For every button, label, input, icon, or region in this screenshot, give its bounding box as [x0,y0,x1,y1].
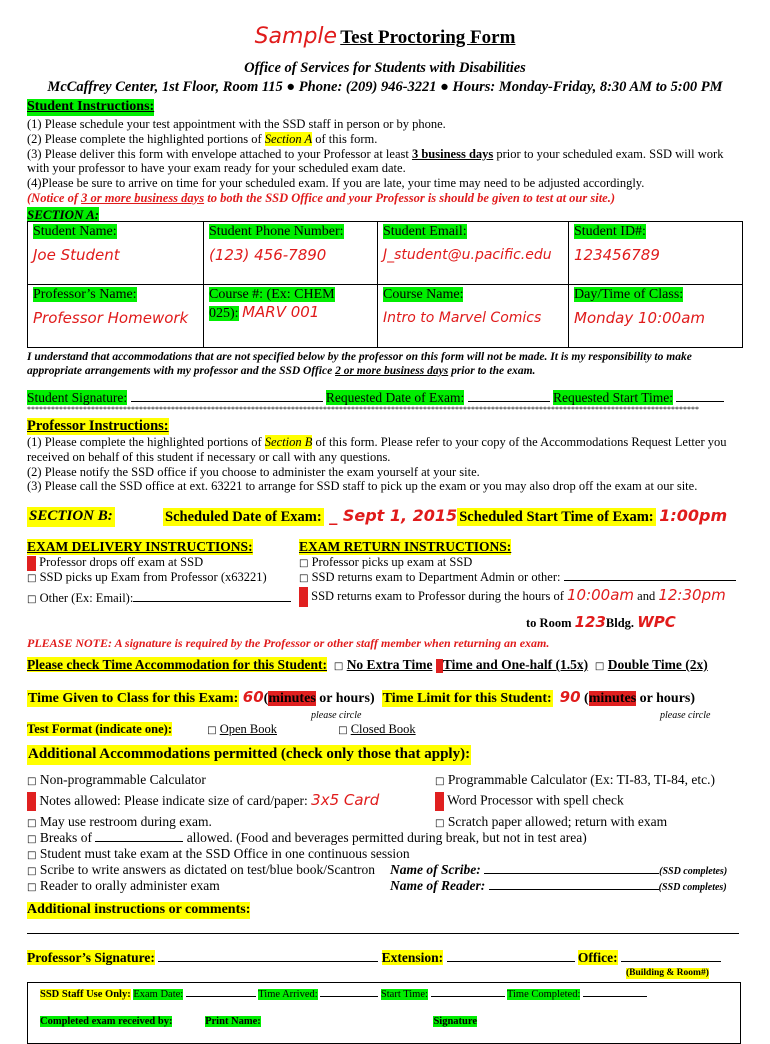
additional-heading: Additional Accommodations permitted (check only those that apply): [27,745,471,765]
student-signature-line[interactable] [131,401,323,402]
prof-instruction-2: (2) Please notify the SSD office if you choose to administer the exam yourself at your site. [27,464,480,479]
scribe-name[interactable]: Name of Scribe: (SSD completes) [390,862,728,877]
divider-stars: ************************************************************************************************************************************************************************ [27,405,699,414]
return-room: to Room 123Bldg. WPC [526,613,676,631]
accom-7[interactable]: □ Breaks of allowed. (Food and beverages permitted during break, but not in test area) [27,830,587,845]
delivery-option-2[interactable]: □ SSD picks up Exam from Professor (x63221) [27,570,267,584]
accom-1[interactable]: □ Non-programmable Calculator [27,772,206,787]
please-note: PLEASE NOTE: A signature is required by the Professor or other staff member when returning an exam. [27,636,550,650]
return-option-2[interactable]: □ SSD returns exam to Department Admin or other: [299,570,736,585]
accom-3[interactable]: Notes allowed: Please indicate size of card/paper: 3x5 Card [27,792,379,811]
return-option-1[interactable]: □ Professor picks up exam at SSD [299,555,473,569]
phone-cell[interactable]: Student Phone Number: (123) 456-7890 [204,222,378,285]
accom-10[interactable]: □ Reader to orally administer exam [27,878,220,893]
requested-start-line[interactable] [676,401,724,402]
delivery-heading: EXAM DELIVERY INSTRUCTIONS: [27,539,253,554]
delivery-option-1[interactable]: Professor drops off exam at SSD [27,555,203,571]
reader-name[interactable]: Name of Reader: (SSD completes) [390,878,727,893]
email-cell[interactable]: Student Email: J_student@u.pacific.edu [378,222,569,285]
student-instructions [27,117,739,206]
daytime-cell[interactable]: Day/Time of Class: Monday 10:00am [569,285,743,348]
prof-instruction-3: (3) Please call the SSD office at ext. 63221 to arrange for SSD staff to pick up the exam or you may also drop off the exam at our site. [27,479,698,494]
please-circle-1: please circle [311,710,362,721]
professor-instructions-heading: Professor Instructions: [27,418,169,434]
section-a-table [27,221,743,348]
office-contact: McCaffrey Center, 1st Floor, Room 115 ● Phone: (209) 946-3221 ● Hours: Monday-Friday, 8:30 AM to 5:00 PM [47,79,723,95]
ssd-received-row: Completed exam received by: Print Name: Signature [40,1016,478,1027]
professor-instructions [27,435,739,494]
time-accommodation-row: Please check Time Accommodation for this Student: □ No Extra Time Time and One-half (1.5x) □ Double Time (2x) [27,657,708,672]
test-format-row: Test Format (indicate one): □ Open Book □ Closed Book [27,722,416,736]
professor-signature-row: Professor’s Signature: Extension: Office: [27,950,721,966]
closed-book-option[interactable]: Closed Book [350,722,416,736]
accom-4[interactable]: Word Processor with spell check [435,792,624,811]
instruction-3: (3) Please deliver this form with envelope attached to your Professor at least 3 business days prior to your scheduled exam. SSD will work with your professor to have your exam ready for your scheduled exam date. [27,146,724,176]
extension-line[interactable] [447,961,575,962]
checkbox-icon: □ [27,573,37,584]
time-given-row: Time Given to Class for this Exam: 60(minutes or hours) Time Limit for this Student: 90 (minutes or hours) [28,688,696,706]
form-title [0,24,770,50]
section-b-heading: SECTION B: [27,507,115,527]
checkbox-icon: □ [299,573,309,584]
prof-signature-line[interactable] [158,961,378,962]
building-room-label: (Building & Room#) [626,968,709,978]
time-and-half-option[interactable]: Time and One-half (1.5x) [442,657,589,672]
understand-statement: I understand that accommodations that are not specified below by the professor on this form will not be made. It is my responsibility to make appropriate arrangements with my professor and the SSD Office 2 or more business days prior to the exam. [27,351,692,377]
scheduled-row: Scheduled Date of Exam: _ Sept 1, 2015 Scheduled Start Time of Exam: 1:00pm [165,506,728,525]
requested-date-line[interactable] [468,401,550,402]
sample-label: Sample [254,24,338,49]
instruction-2: (2) Please complete the highlighted portions of Section A of this form. [27,131,378,146]
title-text: Test Proctoring Form [340,27,516,48]
accom-9[interactable]: □ Scribe to write answers as dictated on test/blue book/Scantron [27,862,375,877]
accom-6[interactable]: □ Scratch paper allowed; return with exam [435,814,668,829]
ssd-staff-row: SSD Staff Use Only: Exam Date: Time Arrived: Start Time: Time Completed: [40,989,647,1001]
accom-2[interactable]: □ Programmable Calculator (Ex: TI-83, TI-84, etc.) [435,772,715,787]
instruction-4: (4)Please be sure to arrive on time for your scheduled exam. If you are late, your time may need to be adjusted accordingly. [27,176,645,190]
comments-label: Additional instructions or comments: [27,902,251,917]
notice: (Notice of 3 or more business days to both the SSD Office and your Professor is should be given to test at our site.) [27,190,616,205]
accom-5[interactable]: □ May use restroom during exam. [27,814,212,829]
no-extra-time-option[interactable]: No Extra Time [346,657,433,672]
open-book-option[interactable]: Open Book [219,722,277,736]
course-name-cell[interactable]: Course Name: Intro to Marvel Comics [378,285,569,348]
return-heading: EXAM RETURN INSTRUCTIONS: [299,539,512,554]
section-a-heading: SECTION A: [27,207,100,222]
checkbox-icon: □ [299,558,309,569]
prof-instruction-1: (1) Please complete the highlighted portions of Section B of this form. Please refer to your copy of the Accommodations Request Letter you received on behalf of this student if necessary or call with any questions. [27,435,727,464]
double-time-option[interactable]: Double Time (2x) [607,657,708,672]
exam-date-value[interactable]: Sept 1, 2015 [342,506,458,525]
comments-line[interactable] [27,933,739,934]
ssd-staff-box [27,982,741,1044]
accom-8[interactable]: □ Student must take exam at the SSD Office in one continuous session [27,846,410,861]
student-instructions-heading: Student Instructions: [27,99,155,114]
course-cell[interactable]: Course #: (Ex: CHEM 025): MARV 001 [204,285,378,348]
exam-time-value[interactable]: 1:00pm [659,506,728,525]
delivery-option-3[interactable]: □ Other (Ex: Email): [27,591,291,606]
please-circle-2: please circle [660,710,711,721]
student-id-cell[interactable]: Student ID#: 123456789 [569,222,743,285]
office-line[interactable] [621,961,721,962]
instruction-1: (1) Please schedule your test appointment with the SSD staff in person or by phone. [27,117,446,131]
student-signature-row: Student Signature: Requested Date of Exam: Requested Start Time: [27,390,743,406]
checkbox-icon: □ [27,594,37,605]
return-option-3[interactable]: SSD returns exam to Professor during the hours of 10:00am and 12:30pm [299,587,726,607]
office-name: Office of Services for Students with Disabilities [244,60,526,76]
professor-cell[interactable]: Professor’s Name: Professor Homework [28,285,204,348]
student-name-cell[interactable]: Student Name: Joe Student [28,222,204,285]
